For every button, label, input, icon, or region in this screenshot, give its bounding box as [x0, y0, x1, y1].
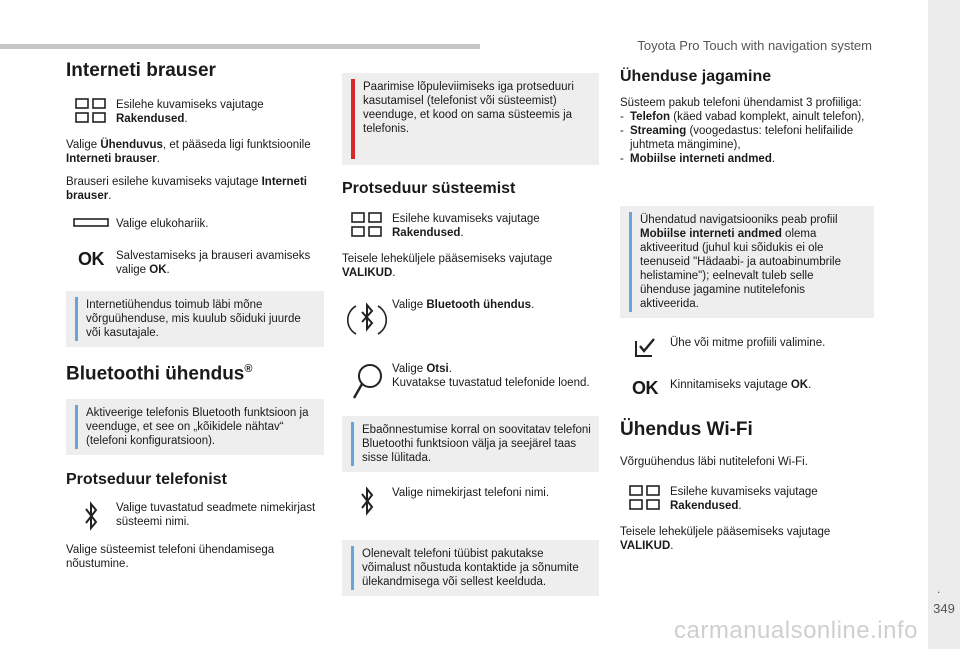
apps-instruction — [342, 210, 599, 240]
ok-icon: OK — [78, 249, 104, 269]
list-item: - Streaming (voogedastus: telefoni helifailide juhtmeta mängimine), — [620, 125, 854, 151]
info-bar-icon — [75, 405, 78, 449]
heading-wifi: Ühendus Wi-Fi — [620, 419, 753, 440]
info-note-text: Internetiühendus toimub läbi mõne võrguühenduse, mis kuulub sõiduki juurde või kasutajale. — [86, 299, 301, 339]
connectivity-paragraph: Valige Ühenduvus, et pääseda ligi funktsioonile Interneti brauser. — [66, 139, 311, 165]
apps-grid-icon — [620, 483, 670, 511]
info-bar-icon — [629, 212, 632, 312]
info-note-text: Olenevalt telefoni tüübist pakutakse võimalust nõustuda kontaktide ja sõnumite ülekandmisega või sellest keelduda. — [362, 548, 579, 588]
country-bar-icon — [66, 215, 116, 229]
info-note-text: Ebaõnnestumise korral on soovitatav telefoni Bluetoothi funktsioon välja ja seejärel taas sisse lülitada. — [362, 424, 591, 464]
bluetooth-select-text: Valige tuvastatud seadmete nimekirjast süsteemi nimi. — [116, 502, 316, 529]
bluetooth-connection-instruction — [342, 296, 599, 346]
apps-grid-icon — [66, 96, 116, 124]
ok-instruction-text: Salvestamiseks ja brauseri avamiseks valige OK. — [116, 250, 311, 276]
profiles-intro: Süsteem pakub telefoni ühendamist 3 profiiliga: — [620, 97, 862, 109]
profile-select-text: Ühe või mitme profiili valimine. — [670, 337, 826, 349]
info-note-mobile-data — [620, 206, 874, 318]
country-instruction-text: Valige elukohariik. — [116, 218, 209, 230]
heading-connection-sharing: Ühenduse jagamine — [620, 68, 772, 85]
watermark: carmanualsonline.info — [674, 617, 918, 644]
list-item: - Mobiilse interneti andmed. — [620, 153, 776, 165]
page-edge-strip — [928, 0, 960, 649]
page-header-title: Toyota Pro Touch with navigation system — [637, 38, 872, 53]
checkbox-icon — [620, 334, 670, 358]
profile-list — [620, 110, 874, 166]
heading-bluetooth: Bluetoothi ühendus® — [66, 363, 253, 385]
heading-system-procedure: Protseduur süsteemist — [342, 180, 516, 197]
bluetooth-select-instruction — [66, 499, 324, 531]
wifi-intro: Võrguühendus läbi nutitelefoni Wi-Fi. — [620, 456, 808, 468]
info-note-internet — [66, 291, 324, 347]
accept-paragraph: Valige süsteemist telefoni ühendamisega nõustumine. — [66, 544, 275, 571]
continuation-dot: . — [937, 582, 941, 596]
warning-note-pairing — [342, 73, 599, 165]
phone-name-instruction — [342, 484, 599, 524]
confirm-text: Kinnitamiseks vajutage OK. — [670, 379, 812, 391]
confirm-instruction — [620, 376, 874, 399]
page-number: 349 — [933, 601, 955, 616]
ok-icon: OK — [632, 378, 658, 398]
info-note-contacts — [342, 540, 599, 596]
bluetooth-icon — [66, 499, 116, 531]
column-middle — [342, 73, 599, 596]
ok-instruction — [66, 247, 324, 277]
info-bar-icon — [351, 422, 354, 466]
search-instruction-text: Valige Otsi. Kuvatakse tuvastatud telefonide loend. — [392, 363, 590, 389]
apps-grid-icon — [342, 210, 392, 238]
search-icon — [342, 360, 392, 402]
phone-name-text: Valige nimekirjast telefoni nimi. — [392, 487, 550, 499]
profile-select-instruction — [620, 334, 874, 358]
apps-instruction — [620, 483, 874, 513]
heading-phone-procedure: Protseduur telefonist — [66, 471, 227, 489]
bluetooth-connection-icon — [342, 296, 392, 340]
apps-instruction — [66, 96, 324, 126]
info-bar-icon — [351, 546, 354, 590]
warning-note-text: Paarimise lõpuleviimiseks iga protseduuri kasutamisel (telefonist või süsteemist) veenduge, et kood on sama süsteemis ja telefonis. — [363, 81, 574, 135]
search-instruction — [342, 360, 599, 402]
options-paragraph: Teisele leheküljele pääsemiseks vajutage VALIKUD. — [342, 253, 553, 279]
heading-internet-browser: Interneti brauser — [66, 60, 216, 81]
column-right — [620, 68, 874, 553]
info-note-text: Ühendatud navigatsiooniks peab profiil Mobiilse interneti andmed olema aktiveeritud (juhul kui sõidukis ei ole teenuseid "Hädaabi- ja autoabinumbrile helistamine"); eelnevalt tuleb selle ühenduse jagamine nutitelefonis aktiveerida. — [640, 214, 841, 310]
bluetooth-icon — [342, 484, 392, 516]
info-note-bluetooth — [66, 399, 324, 455]
list-item: - Telefon (käed vabad komplekt, ainult telefon), — [620, 111, 865, 123]
apps-instruction-text: Esilehe kuvamiseks vajutage Rakendused. — [392, 213, 540, 239]
browser-home-paragraph: Brauseri esilehe kuvamiseks vajutage Interneti brauser. — [66, 176, 307, 202]
info-note-failure — [342, 416, 599, 472]
apps-instruction-text: Esilehe kuvamiseks vajutage Rakendused. — [670, 486, 818, 512]
warning-bar-icon — [351, 79, 355, 159]
country-instruction — [66, 215, 324, 231]
info-bar-icon — [75, 297, 78, 341]
header-rule — [0, 44, 480, 49]
options-paragraph: Teisele leheküljele pääsemiseks vajutage VALIKUD. — [620, 526, 831, 552]
apps-instruction-text: Esilehe kuvamiseks vajutage Rakendused. — [116, 99, 264, 125]
bluetooth-connection-text: Valige Bluetooth ühendus. — [392, 299, 535, 311]
info-note-text: Aktiveerige telefonis Bluetooth funktsioon ja veenduge, et see on „kõikidele nähtav“ (telefoni konfiguratsioon). — [86, 407, 309, 448]
column-left — [66, 60, 324, 571]
